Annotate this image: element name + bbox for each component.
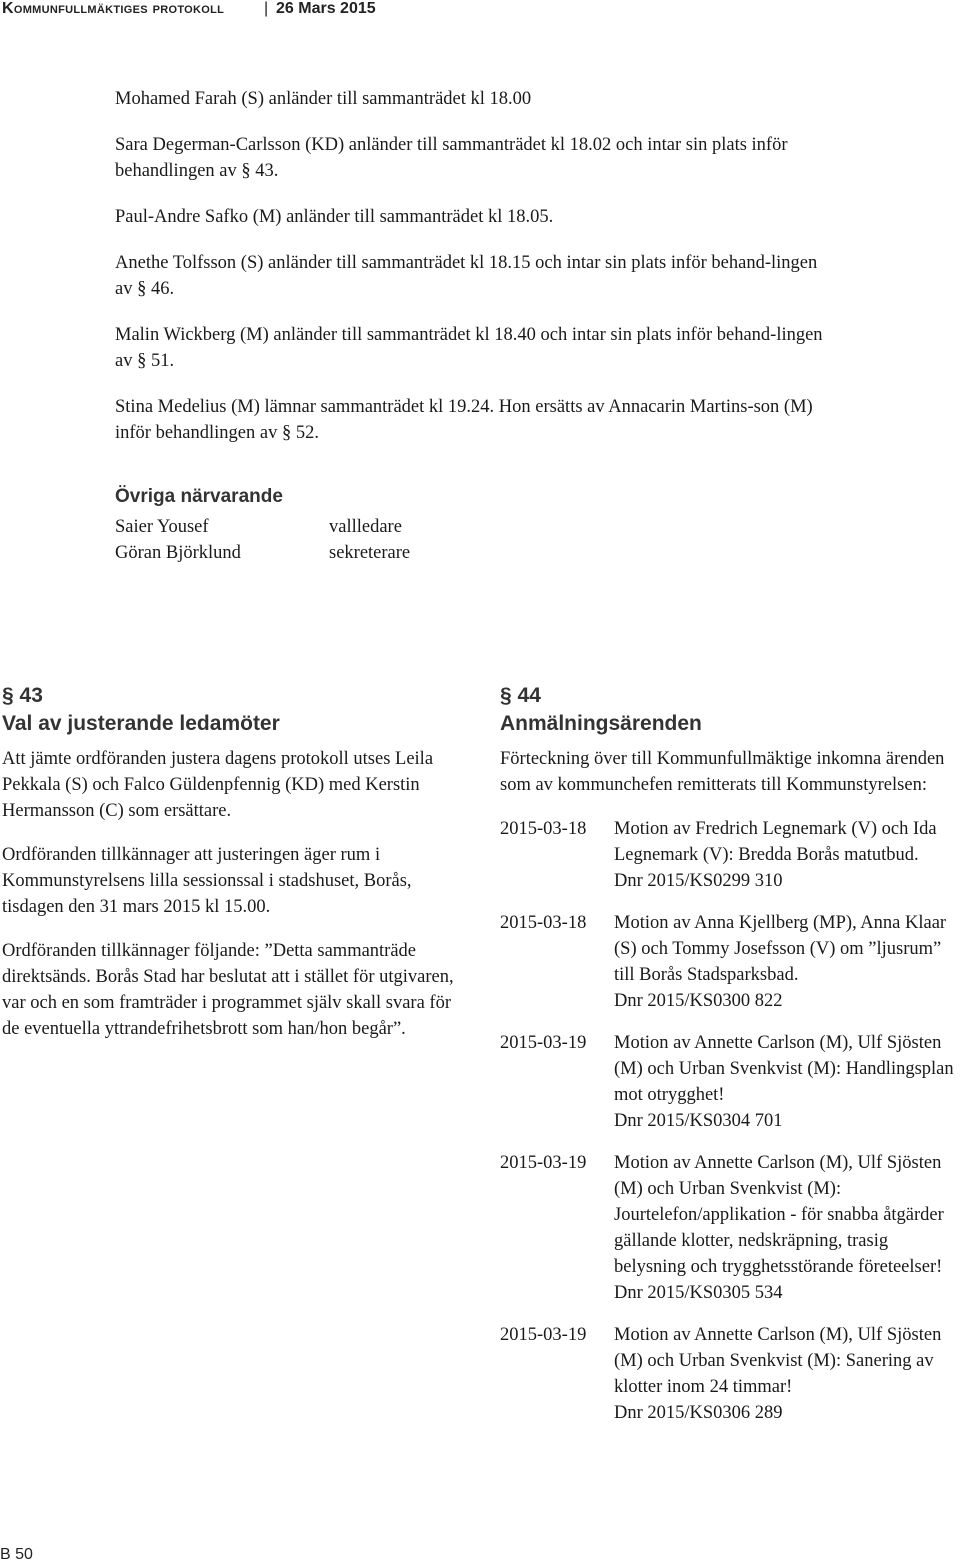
section-title: Val av justerande ledamöter: [2, 712, 280, 735]
attendance-note: Sara Degerman-Carlsson (KD) anländer till sammanträdet kl 18.02 och intar sin plats inför behandlingen av § 43.: [115, 135, 788, 181]
motion-date: 2015-03-19: [500, 1153, 587, 1173]
motion-text: Motion av Annette Carlson (M), Ulf Sjösten (M) och Urban Svenkvist (M): Sanering av klotter inom 24 timmar!: [614, 1325, 942, 1397]
header-separator: |: [264, 0, 269, 17]
motion-text: Motion av Annette Carlson (M), Ulf Sjösten (M) och Urban Svenkvist (M): Jourtelefon/applikation - för snabba åtgärder gällande klotter, nedskräpning, trasig belysning och trygghetsstörande företeelser!: [614, 1153, 944, 1277]
attendee-row: [115, 540, 815, 566]
attendee-name: Göran Björklund: [115, 543, 241, 563]
motion-entry: [500, 1322, 960, 1426]
section-intro: Förteckning över till Kommunfullmäktige inkomna ärenden som av kommunchefen remitterats till Kommunstyrelsen:: [500, 749, 945, 795]
other-attendees-heading: Övriga närvarande: [115, 486, 283, 507]
motion-entry: [500, 816, 960, 894]
page-number: B 50: [0, 1546, 33, 1563]
section-number: § 43: [2, 684, 43, 707]
attendance-note: Paul-Andre Safko (M) anländer till sammanträdet kl 18.05.: [115, 207, 554, 227]
motion-dnr: Dnr 2015/KS0304 701: [614, 1111, 783, 1131]
section-number: § 44: [500, 684, 541, 707]
section-44: [500, 682, 960, 1442]
attendee-name: Saier Yousef: [115, 517, 209, 537]
attendance-note: Stina Medelius (M) lämnar sammanträdet kl 19.24. Hon ersätts av Annacarin Martins-son (M) inför behandlingen av § 52.: [115, 397, 813, 443]
attendance-note: Mohamed Farah (S) anländer till sammanträdet kl 18.00: [115, 89, 532, 109]
motion-text: Motion av Fredrich Legnemark (V) och Ida Legnemark (V): Bredda Borås matutbud.: [614, 819, 937, 865]
attendee-role: vallledare: [329, 517, 402, 537]
motion-dnr: Dnr 2015/KS0299 310: [614, 871, 783, 891]
motion-dnr: Dnr 2015/KS0306 289: [614, 1403, 783, 1423]
attendee-row: [115, 514, 815, 540]
motion-date: 2015-03-18: [500, 913, 587, 933]
other-attendees: [115, 486, 815, 566]
attendance-note: Anethe Tolfsson (S) anländer till sammanträdet kl 18.15 och intar sin plats inför behand-lingen av § 46.: [115, 253, 818, 299]
attendance-notes: [115, 86, 825, 466]
motion-dnr: Dnr 2015/KS0305 534: [614, 1283, 783, 1303]
motion-dnr: Dnr 2015/KS0300 822: [614, 991, 783, 1011]
page-header: [0, 0, 960, 40]
motion-date: 2015-03-19: [500, 1033, 587, 1053]
attendee-role: sekreterare: [329, 543, 411, 563]
section-paragraph: Att jämte ordföranden justera dagens protokoll utses Leila Pekkala (S) och Falco Güldenpfennig (KD) med Kerstin Hermansson (C) som ersättare.: [2, 749, 434, 821]
motion-text: Motion av Annette Carlson (M), Ulf Sjösten (M) och Urban Svenkvist (M): Handlingsplan mot otrygghet!: [614, 1033, 954, 1105]
motion-entry: [500, 910, 960, 1014]
motion-text: Motion av Anna Kjellberg (MP), Anna Klaar (S) och Tommy Josefsson (V) om ”ljusrum” till Borås Stadsparksbad.: [614, 913, 947, 985]
section-paragraph: Ordföranden tillkännager att justeringen äger rum i Kommunstyrelsens lilla sessionssal i stadshuset, Borås, tisdagen den 31 mars 2015 kl 15.00.: [2, 845, 412, 917]
section-title: Anmälningsärenden: [500, 712, 702, 735]
motion-date: 2015-03-19: [500, 1325, 587, 1345]
protocol-title: Kommunfullmäktiges protokoll: [2, 0, 225, 17]
section-43: [2, 682, 460, 1060]
attendance-note: Malin Wickberg (M) anländer till sammanträdet kl 18.40 och intar sin plats inför behand-lingen av § 51.: [115, 325, 823, 371]
motion-entry: [500, 1030, 960, 1134]
motion-entry: [500, 1150, 960, 1306]
protocol-date: 26 Mars 2015: [276, 0, 376, 17]
motion-date: 2015-03-18: [500, 819, 587, 839]
section-paragraph: Ordföranden tillkännager följande: ”Detta sammanträde direktsänds. Borås Stad har beslutat att i stället för utgivaren, var och en som framträder i programmet själv skall svara för de eventuella yttrandefrihetsbrott som han/hon begår”.: [2, 941, 454, 1039]
